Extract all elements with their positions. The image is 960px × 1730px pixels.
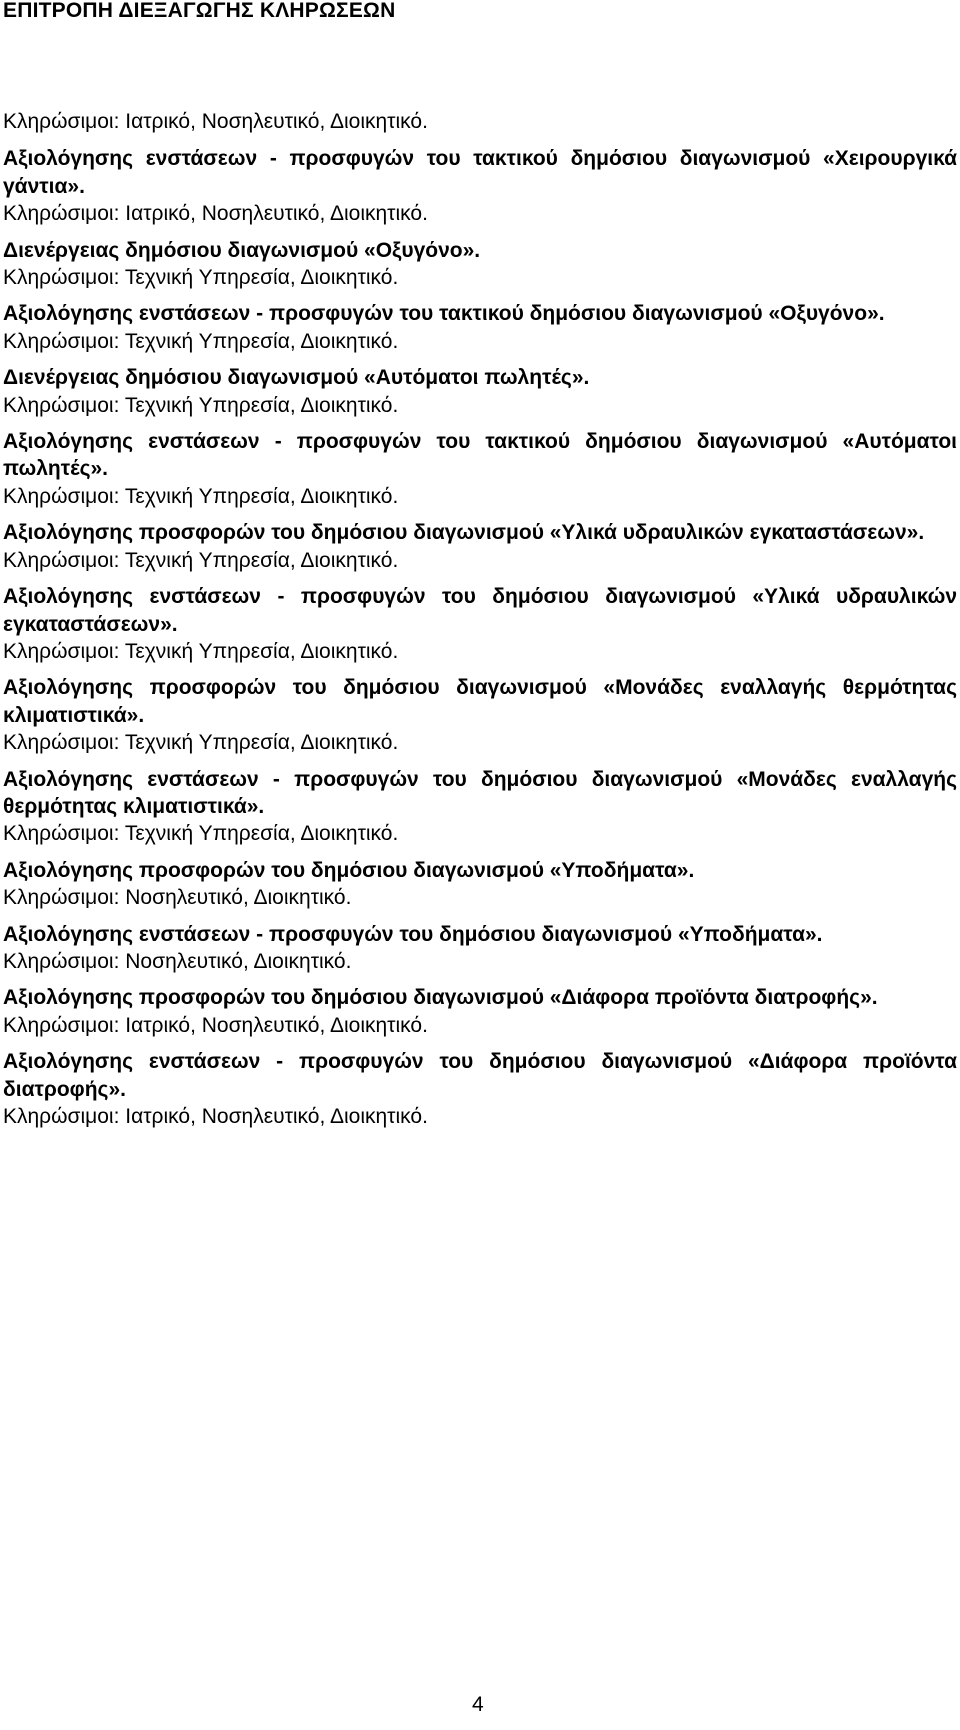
eligible-members-note: Κληρώσιμοι: Τεχνική Υπηρεσία, Διοικητικό. xyxy=(3,548,399,572)
committee-title: Αξιολόγησης ενστάσεων - προσφυγών του δημόσιου διαγωνισμού «Υλικά υδραυλικών εγκαταστάσεων». xyxy=(3,585,957,636)
committee-entry xyxy=(3,364,957,419)
committee-entry xyxy=(3,583,957,665)
page-number: 4 xyxy=(472,1693,484,1716)
eligible-members-note: Κληρώσιμοι: Νοσηλευτικό, Διοικητικό. xyxy=(3,949,352,973)
committee-title: Αξιολόγησης ενστάσεων - προσφυγών του τακτικού δημόσιου διαγωνισμού «Οξυγόνο». xyxy=(3,302,885,326)
committee-entry xyxy=(3,519,957,574)
eligible-members-note: Κληρώσιμοι: Τεχνική Υπηρεσία, Διοικητικό. xyxy=(3,822,399,846)
committee-title: Αξιολόγησης προσφορών του δημόσιου διαγωνισμού «Υλικά υδραυλικών εγκαταστάσεων». xyxy=(3,521,925,545)
committee-title: Αξιολόγησης ενστάσεων - προσφυγών του δημόσιου διαγωνισμού «Μονάδες εναλλαγής θερμότητας κλιματιστικά». xyxy=(3,767,957,818)
committee-entry xyxy=(3,857,957,912)
committee-title: Διενέργειας δημόσιου διαγωνισμού «Οξυγόνο». xyxy=(3,238,481,262)
eligible-members-note: Κληρώσιμοι: Τεχνική Υπηρεσία, Διοικητικό. xyxy=(3,266,399,290)
committee-title: Αξιολόγησης προσφορών του δημόσιου διαγωνισμού «Μονάδες εναλλαγής θερμότητας κλιματιστικά». xyxy=(3,676,957,727)
eligible-members-note: Κληρώσιμοι: Τεχνική Υπηρεσία, Διοικητικό. xyxy=(3,484,399,508)
committee-heading: ΕΠΙΤΡΟΠΗ ΔΙΕΞΑΓΩΓΗΣ ΚΛΗΡΩΣΕΩΝ xyxy=(3,0,396,22)
eligible-members-note: Κληρώσιμοι: Ιατρικό, Νοσηλευτικό, Διοικητικό. xyxy=(3,110,428,133)
committee-title: Αξιολόγησης ενστάσεων - προσφυγών του τακτικού δημόσιου διαγωνισμού «Χειρουργικά γάντια». xyxy=(3,147,957,198)
committee-entry xyxy=(3,1048,957,1130)
committee-entry xyxy=(3,921,957,976)
committee-entry xyxy=(3,237,957,292)
committee-title: Αξιολόγησης ενστάσεων - προσφυγών του τακτικού δημόσιου διαγωνισμού «Αυτόματοι πωλητές». xyxy=(3,430,957,481)
committee-title: Αξιολόγησης προσφορών του δημόσιου διαγωνισμού «Υποδήματα». xyxy=(3,858,695,882)
eligible-members-note: Κληρώσιμοι: Ιατρικό, Νοσηλευτικό, Διοικητικό. xyxy=(3,1105,428,1128)
committee-title: Αξιολόγησης ενστάσεων - προσφυγών του δημόσιου διαγωνισμού «Διάφορα προϊόντα διατροφής». xyxy=(3,1050,957,1101)
committee-entry xyxy=(3,674,957,756)
eligible-members-note: Κληρώσιμοι: Ιατρικό, Νοσηλευτικό, Διοικητικό. xyxy=(3,1013,428,1037)
committee-entry xyxy=(3,428,957,510)
eligible-members-note: Κληρώσιμοι: Τεχνική Υπηρεσία, Διοικητικό. xyxy=(3,393,399,417)
committee-entry xyxy=(3,300,957,355)
committee-entry xyxy=(3,984,957,1039)
eligible-members-note: Κληρώσιμοι: Τεχνική Υπηρεσία, Διοικητικό. xyxy=(3,731,399,755)
committee-title: Αξιολόγησης προσφορών του δημόσιου διαγωνισμού «Διάφορα προϊόντα διατροφής». xyxy=(3,986,878,1010)
committee-title: Διενέργειας δημόσιου διαγωνισμού «Αυτόματοι πωλητές». xyxy=(3,366,590,390)
eligible-members-note: Κληρώσιμοι: Νοσηλευτικό, Διοικητικό. xyxy=(3,886,352,910)
eligible-members-note: Κληρώσιμοι: Τεχνική Υπηρεσία, Διοικητικό. xyxy=(3,329,399,353)
committee-title: Αξιολόγησης ενστάσεων - προσφυγών του δημόσιου διαγωνισμού «Υποδήματα». xyxy=(3,922,823,946)
committee-entry xyxy=(3,145,957,227)
committee-entry xyxy=(3,766,957,848)
eligible-members-note: Κληρώσιμοι: Τεχνική Υπηρεσία, Διοικητικό. xyxy=(3,639,399,663)
document-body xyxy=(3,108,957,1139)
eligible-members-note: Κληρώσιμοι: Ιατρικό, Νοσηλευτικό, Διοικητικό. xyxy=(3,202,428,226)
